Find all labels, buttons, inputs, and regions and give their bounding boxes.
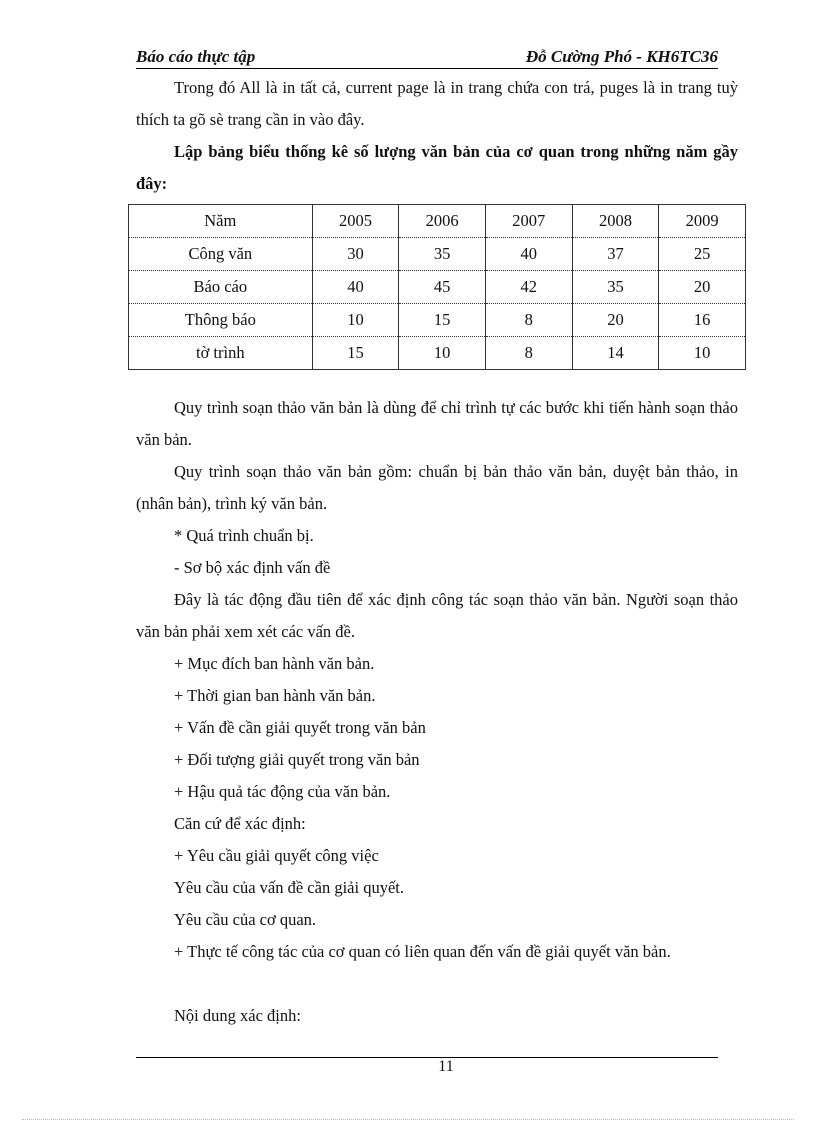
header-author: Đỗ Cường Phó - KH6TC36 xyxy=(525,47,718,66)
table-cell: 37 xyxy=(572,238,659,271)
table-cell: Thông báo xyxy=(129,304,313,337)
table-row xyxy=(129,304,746,337)
page-number: 11 xyxy=(438,1058,454,1075)
table-cell: 14 xyxy=(572,337,659,370)
section-heading: * Quá trình chuẩn bị. xyxy=(174,526,314,545)
table-cell: 35 xyxy=(572,271,659,304)
table-cell: 25 xyxy=(659,238,746,271)
list-item: + Vấn đề cần giải quyết trong văn bản xyxy=(174,718,426,737)
table-row xyxy=(129,337,746,370)
table-cell: 20 xyxy=(659,271,746,304)
table-row xyxy=(129,238,746,271)
text-line: Căn cứ để xác định: xyxy=(174,814,306,833)
table-header-row xyxy=(129,205,746,238)
table-cell: 10 xyxy=(312,304,399,337)
table-header-cell: 2005 xyxy=(312,205,399,238)
table-cell: Công văn xyxy=(129,238,313,271)
list-item: + Thời gian ban hành văn bản. xyxy=(174,686,376,705)
table-cell: 42 xyxy=(485,271,572,304)
paragraph: Quy trình soạn thảo văn bản là dùng để chỉ trình tự các bước khi tiến hành soạn thảo văn bản. xyxy=(136,398,738,449)
table-cell: 10 xyxy=(659,337,746,370)
table-row xyxy=(129,271,746,304)
table-header-cell: 2007 xyxy=(485,205,572,238)
table-cell: 35 xyxy=(399,238,486,271)
table-cell: 30 xyxy=(312,238,399,271)
table-cell: 45 xyxy=(399,271,486,304)
text-line: Yêu cầu của vấn đề cần giải quyết. xyxy=(174,878,404,897)
table-header-cell: 2006 xyxy=(399,205,486,238)
list-item: + Mục đích ban hành văn bản. xyxy=(174,654,375,673)
table-title: Lập bảng biểu thống kê số lượng văn bản của cơ quan trong những năm gầy đây: xyxy=(136,142,738,193)
table-cell: 10 xyxy=(399,337,486,370)
paragraph: + Thực tế công tác của cơ quan có liên quan đến vấn đề giải quyết văn bản. xyxy=(174,942,671,961)
table-cell: 40 xyxy=(312,271,399,304)
page-edge-divider xyxy=(22,1119,794,1120)
subsection-heading: - Sơ bộ xác định vấn đề xyxy=(174,558,331,577)
intro-paragraph: Trong đó All là in tất cả, current page là in trang chứa con trá, puges là in trang tuỳ thích ta gõ sè trang cần in vào đây. xyxy=(136,78,738,129)
paragraph: Đây là tác động đầu tiên để xác định công tác soạn thảo văn bản. Người soạn thảo văn bản phải xem xét các vấn đề. xyxy=(136,590,738,641)
list-item: + Hậu quả tác động của văn bản. xyxy=(174,782,391,801)
list-item: + Đối tượng giải quyết trong văn bản xyxy=(174,750,420,769)
table-cell: 15 xyxy=(399,304,486,337)
table-cell: 8 xyxy=(485,304,572,337)
table-cell: 8 xyxy=(485,337,572,370)
table-header-cell: 2008 xyxy=(572,205,659,238)
text-line: Nội dung xác định: xyxy=(174,1006,301,1025)
table-cell: 40 xyxy=(485,238,572,271)
paragraph: Quy trình soạn thảo văn bản gồm: chuẩn bị bản thảo văn bản, duyệt bản thảo, in (nhân bản), trình ký văn bản. xyxy=(136,462,738,513)
table-cell: Báo cáo xyxy=(129,271,313,304)
table-cell: 15 xyxy=(312,337,399,370)
table-header-cell: Năm xyxy=(129,205,313,238)
statistics-table xyxy=(128,204,746,370)
table-cell: 16 xyxy=(659,304,746,337)
table-cell: tờ trình xyxy=(129,337,313,370)
list-item: + Yêu cầu giải quyết công việc xyxy=(174,846,379,865)
page-header xyxy=(136,46,718,69)
table-header-cell: 2009 xyxy=(659,205,746,238)
header-report-title: Báo cáo thực tập xyxy=(136,47,256,66)
table-cell: 20 xyxy=(572,304,659,337)
text-line: Yêu cầu của cơ quan. xyxy=(174,910,317,929)
